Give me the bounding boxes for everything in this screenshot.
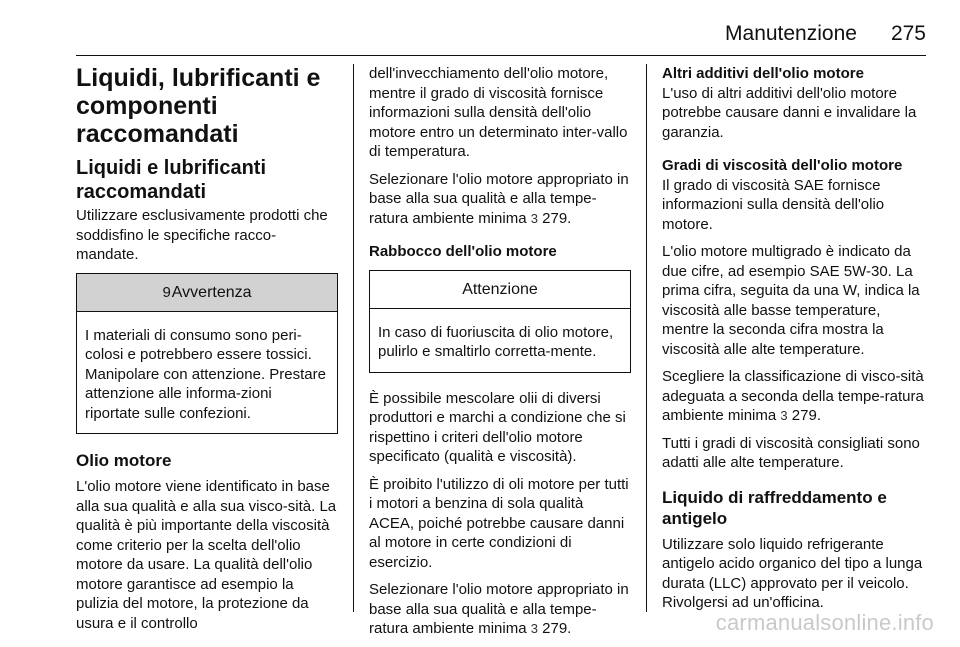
page-ref[interactable]: 279. xyxy=(542,209,572,227)
main-title: Liquidi, lubrificanti e componenti raccomandati xyxy=(76,64,321,148)
page-number: 275 xyxy=(890,22,926,45)
page-ref-arrow-icon: 3 xyxy=(530,621,538,636)
topup-heading: Rabbocco dell'olio motore xyxy=(369,243,557,260)
page-ref-arrow-icon: 3 xyxy=(780,408,788,423)
continued-paragraph: dell'invecchiamento dell'olio motore, mentre il grado di viscosità fornisce informazioni sulla densità dell'olio motore entro un determinato inter-vallo di temperatura. xyxy=(369,65,628,160)
select-oil-paragraph-2 xyxy=(369,580,631,639)
warning-box-header xyxy=(77,274,337,312)
attention-body: In caso di fuoriuscita di olio motore, pulirlo e smaltirlo corretta-mente. xyxy=(378,323,614,360)
grades-paragraph: Il grado di viscosità SAE fornisce informazioni sulla densità dell'olio motore. xyxy=(662,176,885,233)
choose-paragraph xyxy=(662,367,930,426)
watermark: carmanualsonline.info xyxy=(715,610,934,635)
page-header xyxy=(725,22,926,46)
additives-paragraph: L'uso di altri additivi dell'olio motore potrebbe causare danni e invalidare la garanzia. xyxy=(662,84,917,141)
header-rule xyxy=(76,55,926,56)
grades-heading: Gradi di viscosità dell'olio motore xyxy=(662,157,903,174)
intro-paragraph: Utilizzare esclusivamente prodotti che soddisfino le specifiche racco-mandate. xyxy=(76,207,328,263)
oil-paragraph: L'olio motore viene identificato in base alla sua qualità e alla sua visco-sità. La qualità è più importante della viscosità come criterio per la scelta dell'olio motore da usare. La qualità dell'olio motore garantisce ad esempio la pulizia del motore, la protezione da usura e il controllo xyxy=(76,478,337,632)
choose-text: Scegliere la classificazione di visco-sità adeguata a seconda della tempe-ratura ambiente minima xyxy=(662,368,924,424)
warning-body: I materiali di consumo sono peri-colosi e potrebbero essere tossici. Manipolare con attenzione. Prestare attenzione alle informa-zioni riportate sulle confezioni. xyxy=(85,326,326,422)
coolant-heading: Liquido di raffreddamento e antigelo xyxy=(662,487,887,528)
warning-box xyxy=(76,273,338,435)
select-oil-text: Selezionare l'olio motore appropriato in base alla sua qualità e alla tempe-ratura ambiente minima xyxy=(369,170,629,227)
select-oil-paragraph xyxy=(369,170,631,229)
ban-paragraph: È proibito l'utilizzo di oli motore per tutti i motori a benzina di sola qualità ACEA, poiché potrebbe causare danni al motore in certe condizioni di esercizio. xyxy=(369,475,629,571)
page-ref-3[interactable]: 279. xyxy=(791,407,821,424)
page-ref-2[interactable]: 279. xyxy=(542,620,572,637)
additives-heading: Altri additivi dell'olio motore xyxy=(662,65,864,82)
column-1 xyxy=(76,64,338,641)
subtitle: Liquidi e lubrificanti raccomandati xyxy=(76,157,266,203)
column-2 xyxy=(369,64,631,647)
mix-paragraph: È possibile mescolare olii di diversi produttori e marchi a condizione che si rispettino i criteri dell'olio motore specificato (qualità e viscosità). xyxy=(369,389,626,465)
section-title: Manutenzione xyxy=(725,22,857,45)
select-oil-text-2: Selezionare l'olio motore appropriato in base alla sua qualità e alla tempe-ratura ambiente minima xyxy=(369,581,629,637)
all-grades-paragraph: Tutti i gradi di viscosità consigliati sono adatti alle alte temperature. xyxy=(662,434,920,471)
multigrade-paragraph: L'olio motore multigrado è indicato da due cifre, ad esempio SAE 5W-30. La prima cifra, seguita da una W, indica la viscosità alle basse temperature, mentre la seconda cifra mostra la viscosità alle alte temperature. xyxy=(662,243,920,358)
coolant-paragraph: Utilizzare solo liquido refrigerante antigelo acido organico del tipo a lunga durata (LLC) approvato per il veicolo. Rivolgersi ad un'officina. xyxy=(662,535,923,611)
attention-box xyxy=(369,270,631,373)
page-ref-arrow-icon: 3 xyxy=(530,210,538,226)
column-divider xyxy=(646,64,647,612)
warning-icon: 9 xyxy=(162,283,171,301)
column-3 xyxy=(662,64,930,621)
warning-title: Avvertenza xyxy=(171,283,252,301)
oil-heading: Olio motore xyxy=(76,451,172,470)
attention-box-header: Attenzione xyxy=(370,271,630,309)
column-divider xyxy=(353,64,354,612)
